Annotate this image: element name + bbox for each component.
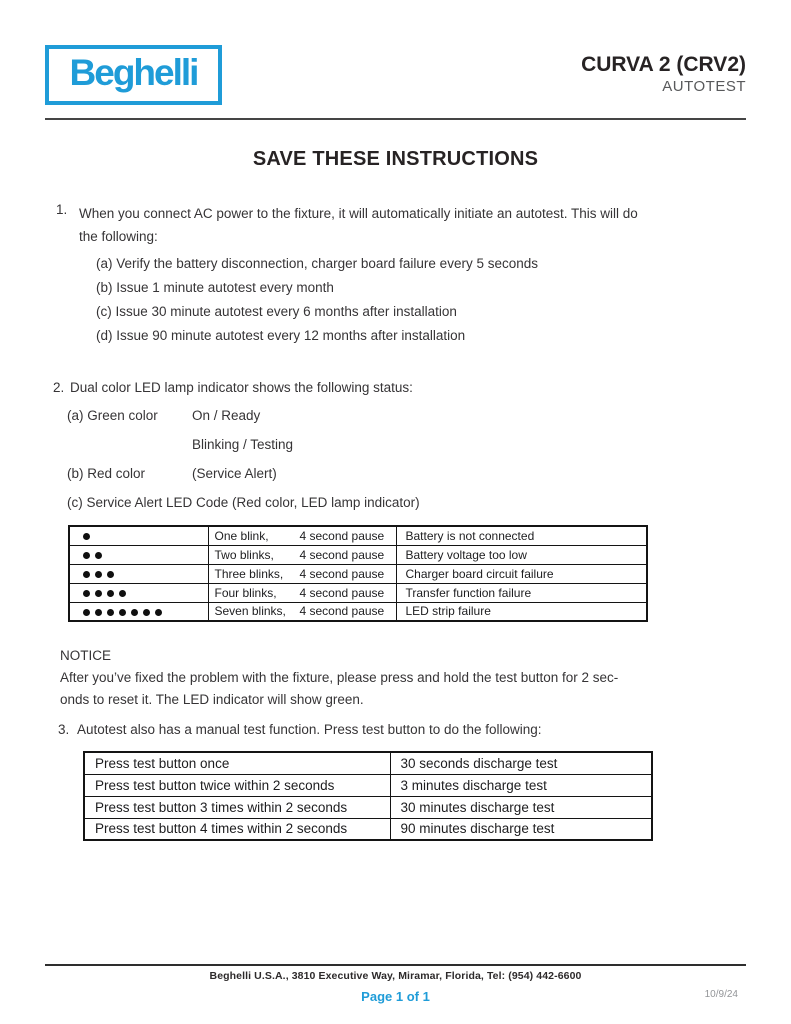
led-status-value: (Service Alert): [192, 466, 277, 481]
notice-title: NOTICE: [60, 648, 112, 663]
table-row: [69, 526, 647, 545]
table-row: [84, 818, 652, 840]
notice-line-1: After you’ve fixed the problem with the fixture, please press and hold the test button for 2 sec-: [60, 670, 619, 685]
failure-description: LED strip failure: [396, 602, 647, 621]
section-1: [56, 202, 746, 344]
product-subtitle: AUTOTEST: [662, 78, 746, 96]
failure-description: Charger board circuit failure: [396, 564, 647, 583]
sub-item-c: (c) Issue 30 minute autotest every 6 months after installation: [96, 304, 457, 319]
led-status-row: [67, 465, 746, 482]
section-1-line-1: When you connect AC power to the fixture, it will automatically initiate an autotest. This will do: [79, 206, 638, 221]
beghelli-logo-text: Beghelli: [69, 52, 198, 93]
table-row: [69, 583, 647, 602]
notice-block: [60, 645, 746, 711]
blink-count-label: Two blinks,: [214, 547, 274, 562]
led-dots: [69, 602, 208, 621]
led-status-label: (b) Red color: [67, 466, 146, 481]
failure-description: Transfer function failure: [396, 583, 647, 602]
footer: [45, 964, 746, 1004]
blink-count-label: Seven blinks,: [214, 604, 286, 619]
table-row: [69, 545, 647, 564]
blink-count-label: Three blinks,: [214, 566, 284, 581]
led-status-row: [67, 436, 746, 453]
led-dots: [69, 545, 208, 564]
notice-line-2: onds to reset it. The LED indicator will show green.: [60, 692, 364, 707]
action-cell: Press test button once: [84, 752, 390, 774]
pause-label: 4 second pause: [299, 528, 385, 543]
result-cell: 30 minutes discharge test: [390, 796, 652, 818]
led-status-value: Blinking / Testing: [192, 437, 294, 452]
sub-item-d: (d) Issue 90 minute autotest every 12 months after installation: [96, 328, 466, 343]
blink-count-label: One blink,: [214, 528, 269, 543]
result-cell: 30 seconds discharge test: [390, 752, 652, 774]
section-2-text: Dual color LED lamp indicator shows the following status:: [70, 380, 413, 395]
section-1-number: 1.: [56, 202, 68, 217]
action-cell: Press test button twice within 2 seconds: [84, 774, 390, 796]
action-cell: Press test button 3 times within 2 seconds: [84, 796, 390, 818]
product-title: CURVA 2 (CRV2): [581, 53, 746, 76]
table-row: [69, 564, 647, 583]
table-row: [84, 752, 652, 774]
pause-label: 4 second pause: [299, 585, 385, 600]
section-1-line-2: the following:: [79, 229, 158, 244]
table-row: [84, 796, 652, 818]
section-3: [58, 721, 746, 738]
pause-label: 4 second pause: [299, 604, 385, 619]
section-2-number: 2.: [53, 380, 65, 395]
led-status-label: (a) Green color: [67, 408, 158, 423]
led-status-list: [67, 407, 746, 511]
led-dots: [69, 583, 208, 602]
header: [45, 45, 746, 105]
date-label: 10/9/24: [704, 989, 738, 1000]
section-3-number: 3.: [58, 722, 70, 737]
footer-address: Beghelli U.S.A., 3810 Executive Way, Miramar, Florida, Tel: (954) 442-6600: [209, 970, 582, 982]
main-heading: SAVE THESE INSTRUCTIONS: [252, 148, 539, 170]
section-1-text: [79, 202, 638, 344]
footer-divider: [45, 964, 746, 966]
led-dots: [69, 526, 208, 545]
result-cell: 90 minutes discharge test: [390, 818, 652, 840]
failure-description: Battery is not connected: [396, 526, 647, 545]
action-cell: Press test button 4 times within 2 seconds: [84, 818, 390, 840]
header-divider: [45, 118, 746, 120]
page-indicator: Page 1 of 1: [361, 989, 430, 1004]
led-status-row: [67, 407, 746, 424]
led-status-value: On / Ready: [192, 408, 261, 423]
pause-label: 4 second pause: [299, 547, 385, 562]
pause-label: 4 second pause: [299, 566, 385, 581]
section-1-items: [96, 256, 638, 344]
failure-description: Battery voltage too low: [396, 545, 647, 564]
section-2: [53, 380, 746, 511]
table-row: [69, 602, 647, 621]
section-3-text: Autotest also has a manual test function. Press test button to do the following:: [77, 722, 542, 737]
table-row: [84, 774, 652, 796]
led-code-table: [68, 525, 648, 622]
title-block: [581, 53, 746, 95]
beghelli-logo: [45, 45, 222, 105]
sub-item-b: (b) Issue 1 minute autotest every month: [96, 280, 334, 295]
led-status-label: [67, 436, 192, 453]
result-cell: 3 minutes discharge test: [390, 774, 652, 796]
sub-item-a: (a) Verify the battery disconnection, charger board failure every 5 seconds: [96, 256, 538, 271]
blink-count-label: Four blinks,: [214, 585, 277, 600]
service-alert-code-line: (c) Service Alert LED Code (Red color, LED lamp indicator): [67, 495, 420, 510]
led-dots: [69, 564, 208, 583]
manual-test-table: [83, 751, 653, 841]
